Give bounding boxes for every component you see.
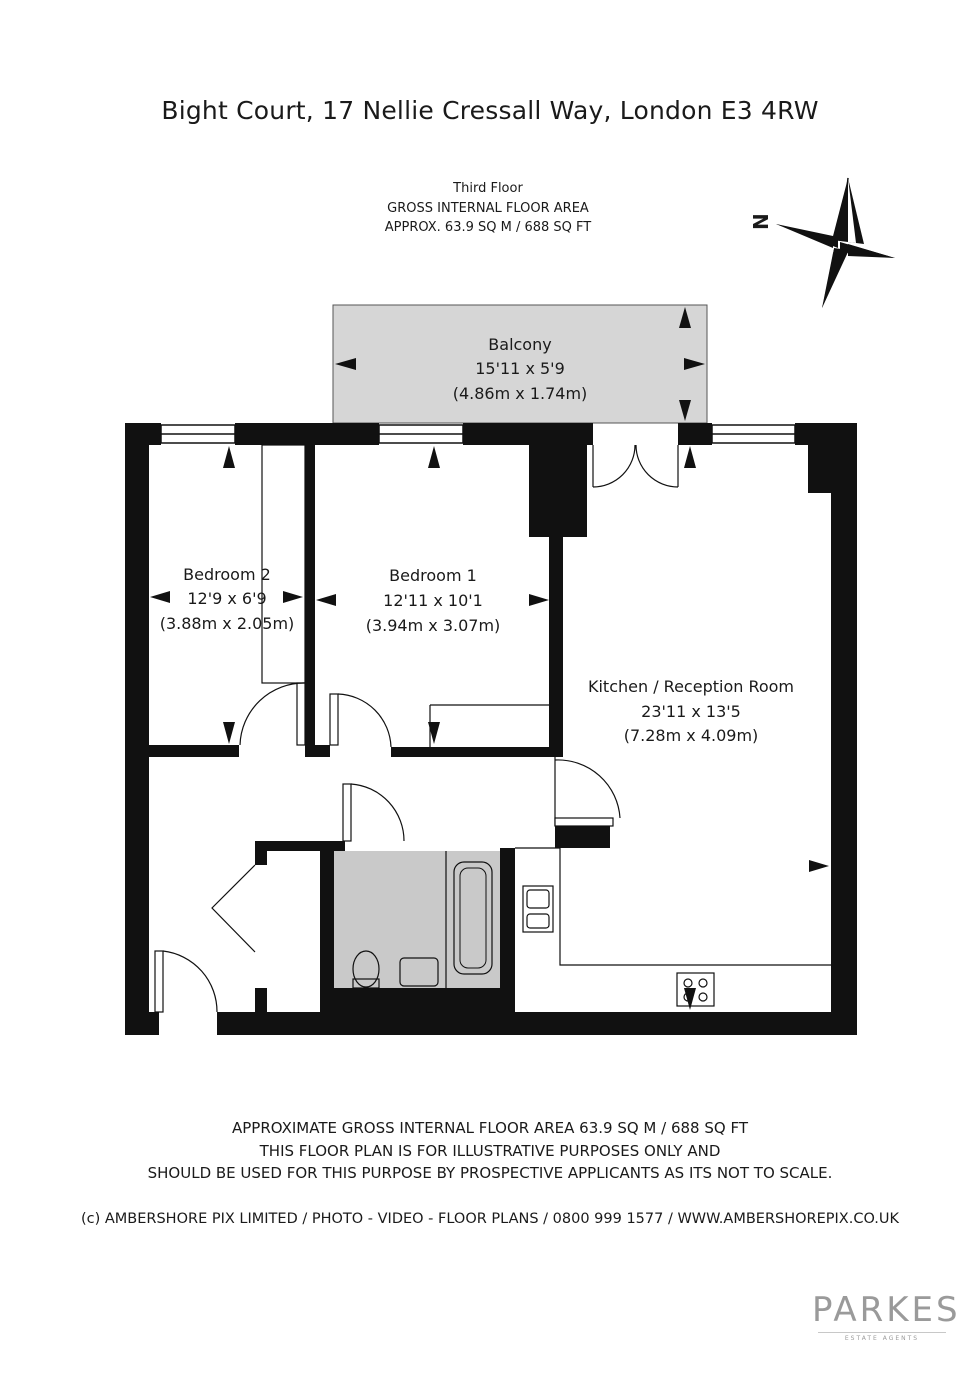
kitchen-metric: (7.28m x 4.09m) [623, 726, 759, 745]
bedroom1-name: Bedroom 1 [389, 566, 477, 585]
area-value: APPROX. 63.9 SQ M / 688 SQ FT [384, 220, 592, 235]
bedroom1-imperial: 12'11 x 10'1 [383, 591, 483, 610]
brand-name: PARKES [812, 1290, 961, 1330]
bathroom [334, 851, 500, 988]
balcony-metric: (4.86m x 1.74m) [452, 384, 588, 403]
compass-n-label: N [749, 213, 773, 230]
balcony-name: Balcony [488, 335, 552, 354]
kitchen-imperial: 23'11 x 13'5 [641, 702, 741, 721]
bedroom2-metric: (3.88m x 2.05m) [159, 614, 295, 633]
disclaimer-line-1: APPROXIMATE GROSS INTERNAL FLOOR AREA 63.9 SQ M / 688 SQ FT [231, 1119, 748, 1137]
bedroom2-name: Bedroom 2 [183, 565, 271, 584]
area-label: GROSS INTERNAL FLOOR AREA [387, 201, 589, 216]
disclaimer-line-3: SHOULD BE USED FOR THIS PURPOSE BY PROSPECTIVE APPLICANTS AS ITS NOT TO SCALE. [147, 1164, 833, 1182]
compass-icon [749, 178, 895, 308]
floor-label: Third Floor [453, 181, 523, 196]
brand-logo [812, 1290, 961, 1342]
disclaimer-line-2: THIS FLOOR PLAN IS FOR ILLUSTRATIVE PURPOSES ONLY AND [259, 1142, 721, 1160]
balcony-imperial: 15'11 x 5'9 [475, 359, 565, 378]
bedroom1-metric: (3.94m x 3.07m) [365, 616, 501, 635]
credit-line: (c) AMBERSHORE PIX LIMITED / PHOTO - VIDEO - FLOOR PLANS / 0800 999 1577 / WWW.AMBERSHOREPIX.CO.UK [80, 1211, 900, 1227]
kitchen-name: Kitchen / Reception Room [587, 677, 795, 696]
bedroom2-imperial: 12'9 x 6'9 [187, 589, 267, 608]
brand-tagline: ESTATE AGENTS [818, 1332, 946, 1342]
page-title: Bight Court, 17 Nellie Cressall Way, London E3 4RW [161, 96, 819, 125]
